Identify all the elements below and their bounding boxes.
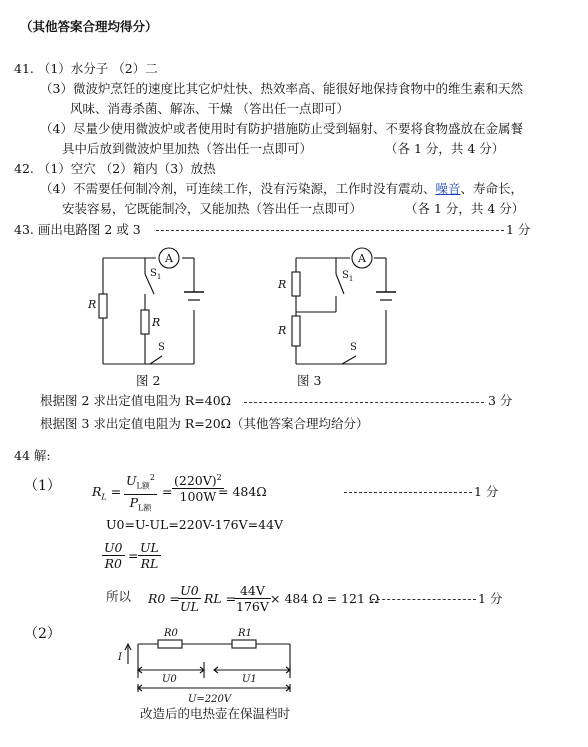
fig2-caption: 图 2 [136,373,161,388]
q41-line-5: 具中后放到微波炉里加热（答出任一点即可） [62,141,313,156]
eq2: U0=U-UL=220V-176V=44V [106,517,284,532]
eq4-lhs: R0 = [148,591,180,606]
eq3-equals: = [128,548,139,563]
q41-line-2: （3）微波炉烹饪的速度比其它炉灶快、热效率高、能很好地保持食物中的维生素和天然 [40,81,523,96]
ammeter-label: A [165,252,173,265]
q43-score: 1 分 [506,222,531,237]
q43-line1-score: 3 分 [488,393,513,408]
eq1-dash-line [344,492,472,493]
eq1-fraction-2: $\frac{(220V)^2}{100W}$ [172,470,224,504]
eq1-score: 1 分 [474,484,499,499]
circuit-u1-label: U1 [242,674,257,685]
q43-dash-line [156,230,504,231]
fig3-r-bottom-label: R [278,324,287,337]
q43-line-1: 根据图 2 求出定值电阻为 R=40Ω [40,393,232,408]
fig2-r-inner-label: R [152,316,161,329]
eq3-fraction-right: $\frac{UL}{RL}$ [140,540,159,571]
q41-line-3: 风味、消毒杀菌、解冻、干燥 （答出任一点即可） [70,101,349,116]
q44-part2: （2） [24,626,61,642]
fig3-s-label: S [350,342,357,353]
q43-line-2: 根据图 3 求出定值电阻为 R=20Ω（其他答案合理均给分） [40,416,369,431]
ammeter-label: A [358,252,366,265]
eq1-lhs: $R_L$ = [92,484,122,502]
eq4-mid: RL = [204,591,237,606]
eq4-score: 1 分 [478,591,503,606]
circuit-final [118,622,308,712]
fig2-s1-label: $S_1$ [150,268,162,281]
q41-line-1: 41. （1）水分子 （2）二 [14,61,158,76]
circuit-u-label: U=220V [188,694,232,705]
eq4-fraction-1: $\frac{U0}{UL}$ [180,583,199,614]
header-note: （其他答案合理均得分） [20,19,158,34]
circuit-figure-3 [276,238,396,378]
circuit-r0-label: R0 [164,628,178,639]
circuit-u0-label: U0 [162,674,177,685]
fig3-s1-label: $S_1$ [342,270,354,283]
fig2-s-label: S [158,342,165,353]
circuit-caption: 改造后的电热壶在保温档时 [140,706,291,721]
q43-title: 43. 画出电路图 2 或 3 [14,222,141,237]
q42-line-2: （4）不需要任何制冷剂，可连续工作，没有污染源，工作时没有震动、噪音、寿命长， [40,181,523,196]
q42-line-1: 42. （1）空穴 （2）箱内（3）放热 [14,161,216,176]
fig3-r-top-label: R [278,278,287,291]
q42-score: （各 1 分，共 4 分） [405,201,525,216]
circuit-r1-label: R1 [238,628,252,639]
circuit-current-label: I [118,652,122,663]
eq4-fraction-2: $\frac{44V}{176V}$ [236,583,269,614]
fig3-caption: 图 3 [297,373,322,388]
eq3-fraction-left: $\frac{U0}{R0}$ [104,540,123,571]
eq1-fraction-1: $U_{L额}^2$ $P_{L额}$ [124,470,157,515]
eq1-result: = 484Ω [218,484,267,499]
q44-part1: （1） [24,478,61,494]
q42-line-3: 安装容易，它既能制冷，又能加热（答出任一点即可） [62,201,363,216]
eq4-dash-line [372,599,476,600]
eq1-equals: = [162,484,173,499]
q43-dash-line-2 [244,402,484,403]
fig2-r-left-label: R [88,298,97,311]
q41-line-4: （4）尽量少使用微波炉或者使用时有防护措施防止受到辐射、不要将食物盛放在金属餐 [40,121,523,136]
q44-title: 44 解: [14,448,51,463]
noise-link[interactable]: 噪音 [435,181,461,196]
circuit-figure-2 [90,238,210,378]
q41-score: （各 1 分，共 4 分） [385,141,505,156]
eq4-tail: × 484 Ω = 121 Ω [270,591,380,606]
suoyi-label: 所以 [106,589,132,604]
